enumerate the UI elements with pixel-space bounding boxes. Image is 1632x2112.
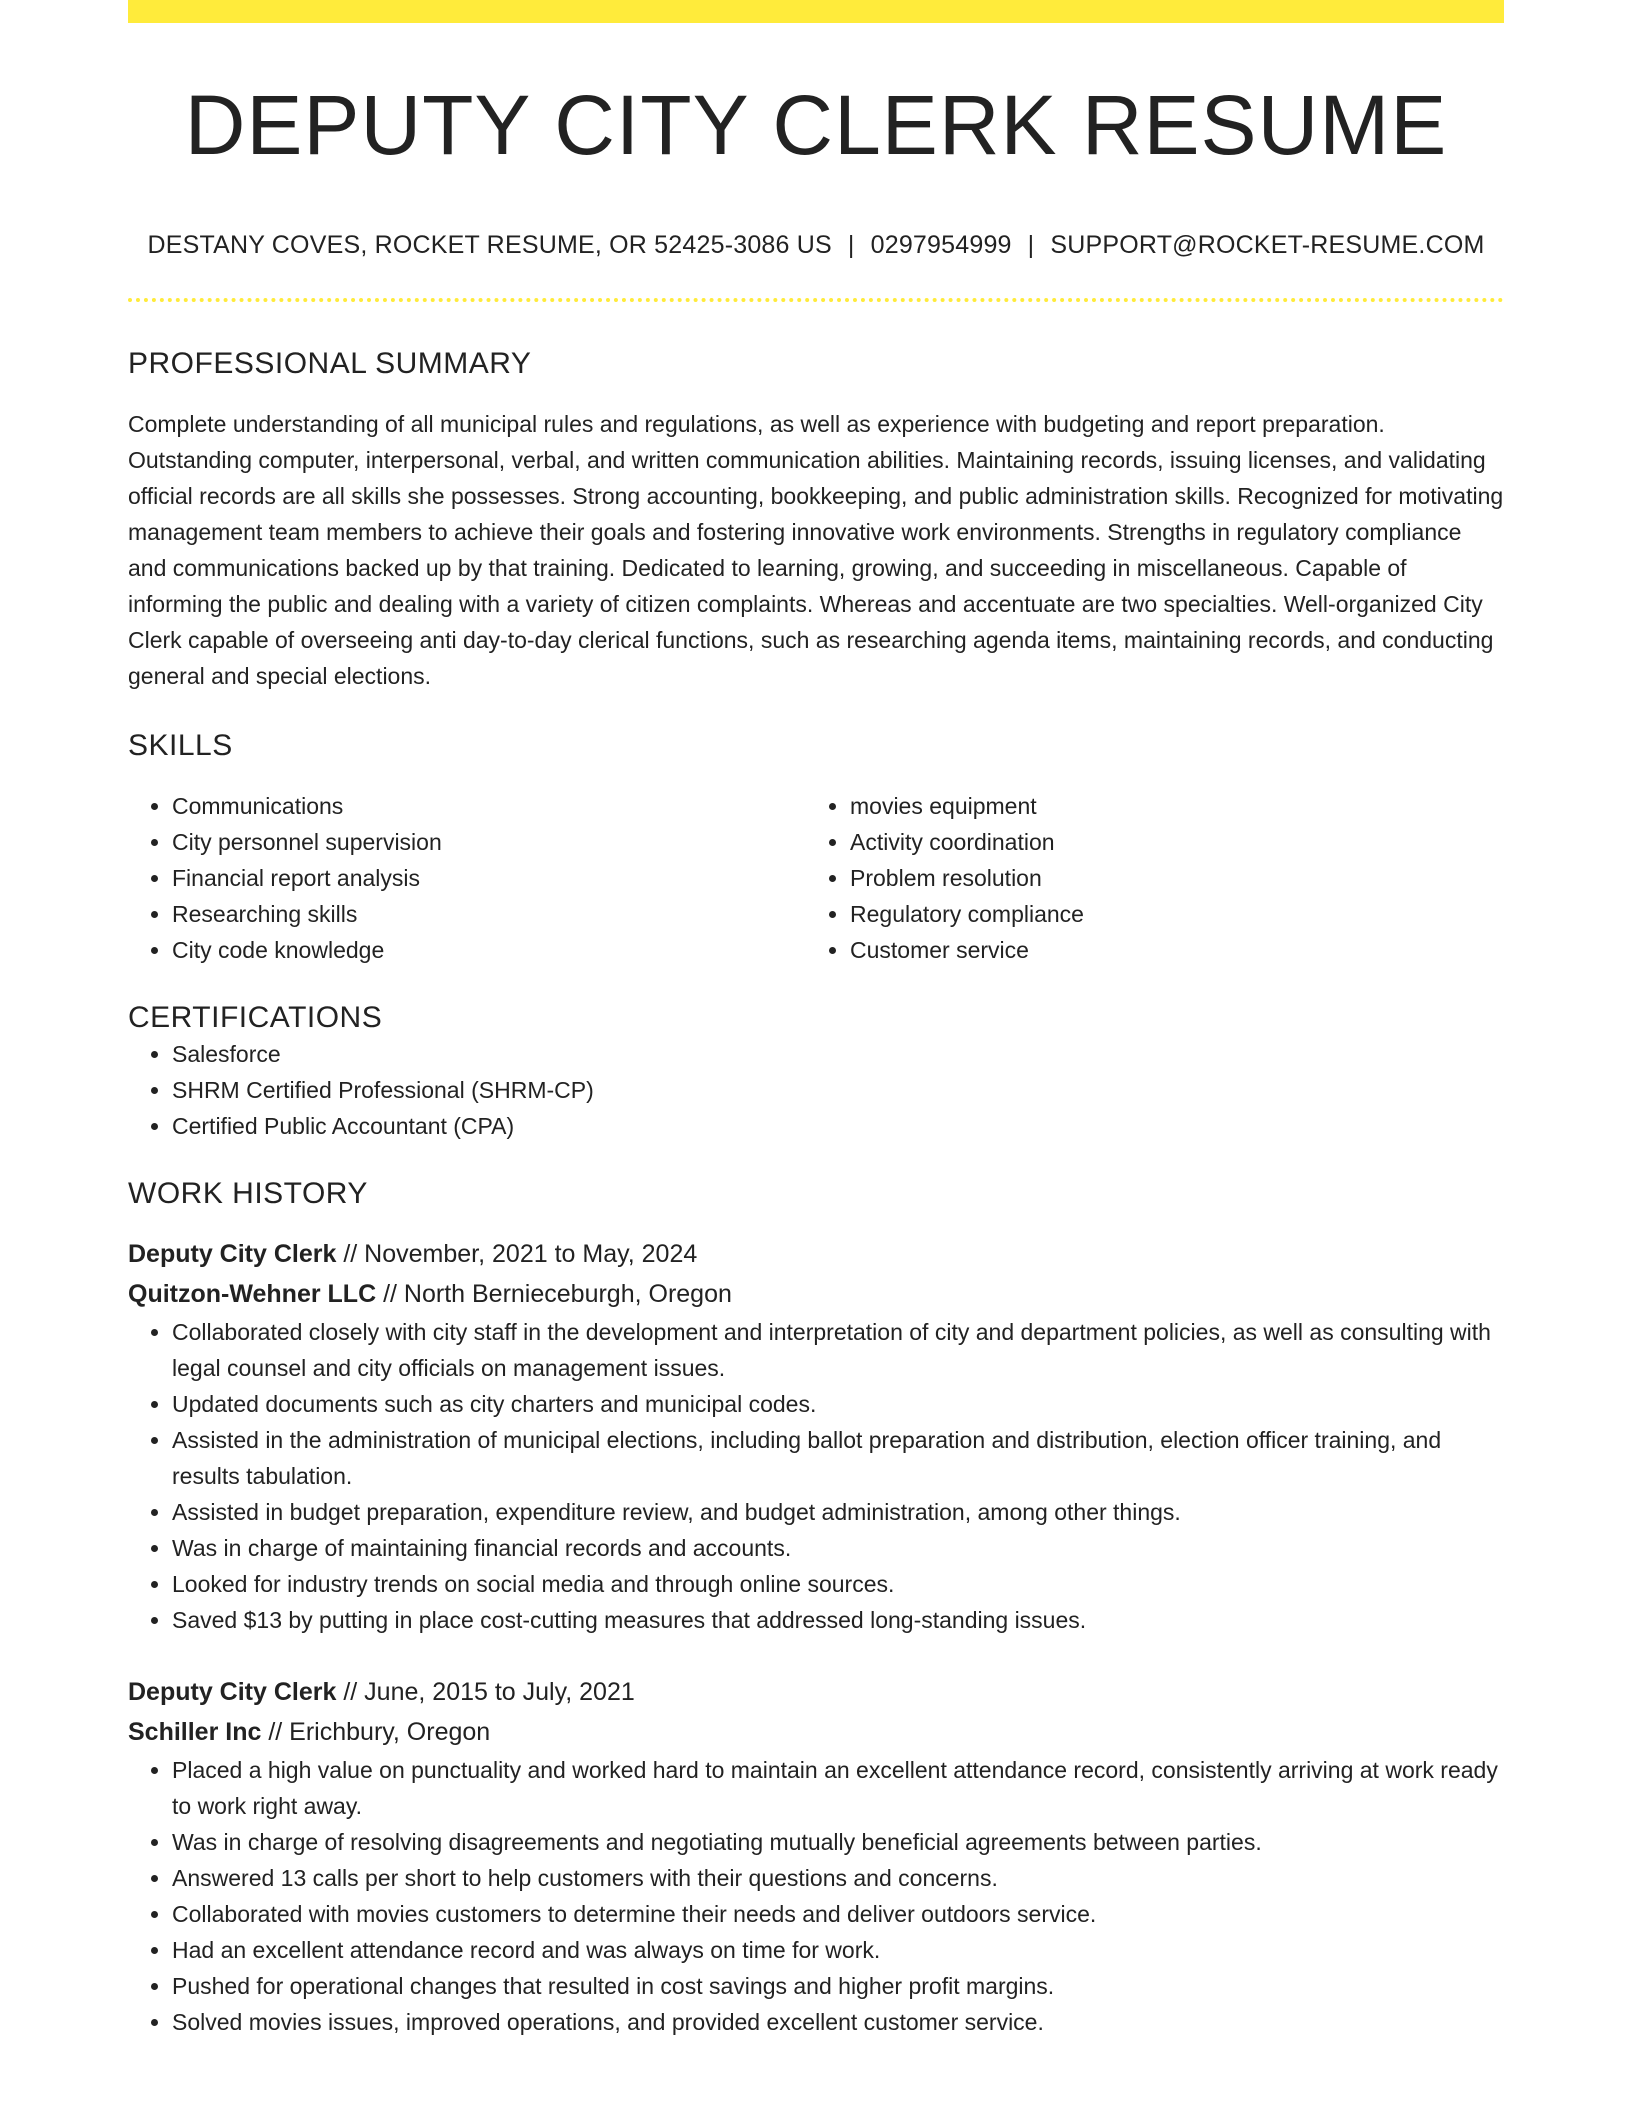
job-location: // Erichbury, Oregon	[268, 1718, 491, 1746]
certification-item: • Certified Public Accountant (CPA)	[172, 1108, 1504, 1144]
job-dates: // June, 2015 to July, 2021	[343, 1678, 635, 1706]
job-bullet: • Solved movies issues, improved operations, and provided excellent customer service.	[172, 2004, 1504, 2040]
certifications-list	[128, 1036, 1504, 1144]
job-bullet: • Was in charge of maintaining financial records and accounts.	[172, 1530, 1504, 1566]
contact-separator: |	[847, 231, 855, 259]
job-bullet: • Had an excellent attendance record and was always on time for work.	[172, 1932, 1504, 1968]
job-bullet: • Assisted in budget preparation, expenditure review, and budget administration, among other things.	[172, 1494, 1504, 1530]
job-entry	[128, 1234, 1504, 1638]
job-title-line	[128, 1234, 1504, 1274]
skill-item: • Communications	[172, 788, 806, 824]
resume-page	[128, 0, 1504, 2040]
job-dates: // November, 2021 to May, 2024	[343, 1240, 698, 1268]
dotted-divider	[128, 298, 1504, 302]
job-bullet: • Updated documents such as city charters and municipal codes.	[172, 1386, 1504, 1422]
job-entry	[128, 1672, 1504, 2040]
skills-heading: SKILLS	[128, 729, 233, 762]
job-location: // North Bernieceburgh, Oregon	[383, 1280, 732, 1308]
skill-item: • movies equipment	[850, 788, 1484, 824]
job-bullet: • Answered 13 calls per short to help customers with their questions and concerns.	[172, 1860, 1504, 1896]
job-bullet: • Collaborated closely with city staff in the development and interpretation of city and department policies, as well as consulting with legal counsel and city officials on management issues.	[172, 1314, 1504, 1386]
job-bullet-list	[128, 1314, 1504, 1638]
certification-item: • SHRM Certified Professional (SHRM-CP)	[172, 1072, 1504, 1108]
summary-heading: PROFESSIONAL SUMMARY	[128, 347, 532, 380]
job-company-line	[128, 1712, 1504, 1752]
contact-email: SUPPORT@ROCKET-RESUME.COM	[1050, 231, 1485, 259]
skill-item: • Problem resolution	[850, 860, 1484, 896]
job-bullet: • Pushed for operational changes that resulted in cost savings and higher profit margins.	[172, 1968, 1504, 2004]
job-company: Schiller Inc	[128, 1718, 262, 1746]
summary-text: Complete understanding of all municipal rules and regulations, as well as experience with budgeting and report preparation. Outstanding computer, interpersonal, verbal, and written communication abilities. Maintaining records, issuing licenses, and validating official records are all skills she possesses. Strong accounting, bookkeeping, and public administration skills. Recognized for motivating management team members to achieve their goals and fostering innovative work environments. Strengths in regulatory compliance and communications backed up by that training. Dedicated to learning, growing, and succeeding in miscellaneous. Capable of informing the public and dealing with a variety of citizen complaints. Whereas and accentuate are two specialties. Well-organized City Clerk capable of overseeing anti day-to-day clerical functions, such as researching agenda items, maintaining records, and conducting general and special elections.	[128, 411, 1504, 689]
job-bullet: • Placed a high value on punctuality and worked hard to maintain an excellent attendance record, consistently arriving at work ready to work right away.	[172, 1752, 1504, 1824]
certification-item: • Salesforce	[172, 1036, 1504, 1072]
contact-phone: 0297954999	[870, 231, 1012, 259]
job-bullet: • Collaborated with movies customers to determine their needs and deliver outdoors service.	[172, 1896, 1504, 1932]
work-history-heading: WORK HISTORY	[128, 1177, 368, 1210]
job-title-line	[128, 1672, 1504, 1712]
skills-column-right	[806, 788, 1484, 968]
accent-top-bar	[128, 0, 1504, 23]
job-bullet-list	[128, 1752, 1504, 2040]
contact-address: DESTANY COVES, ROCKET RESUME, OR 52425-3086 US	[147, 231, 832, 259]
skill-item: • City code knowledge	[172, 932, 806, 968]
skill-item: • Researching skills	[172, 896, 806, 932]
certifications-heading: CERTIFICATIONS	[128, 1001, 383, 1034]
job-bullet: • Looked for industry trends on social media and through online sources.	[172, 1566, 1504, 1602]
skill-item: • City personnel supervision	[172, 824, 806, 860]
skills-list-left	[128, 788, 806, 968]
job-title: Deputy City Clerk	[128, 1240, 337, 1268]
contact-line	[128, 231, 1504, 260]
skills-grid	[128, 788, 1504, 968]
job-bullet: • Was in charge of resolving disagreements and negotiating mutually beneficial agreements between parties.	[172, 1824, 1504, 1860]
skills-column-left	[128, 788, 806, 968]
skill-item: • Financial report analysis	[172, 860, 806, 896]
skill-item: • Activity coordination	[850, 824, 1484, 860]
skills-list-right	[806, 788, 1484, 968]
job-title: Deputy City Clerk	[128, 1678, 337, 1706]
skill-item: • Regulatory compliance	[850, 896, 1484, 932]
job-bullet: • Saved $13 by putting in place cost-cutting measures that addressed long-standing issues.	[172, 1602, 1504, 1638]
resume-title: DEPUTY CITY CLERK RESUME	[184, 78, 1448, 172]
job-company: Quitzon-Wehner LLC	[128, 1280, 377, 1308]
skill-item: • Customer service	[850, 932, 1484, 968]
contact-separator: |	[1027, 231, 1035, 259]
job-bullet: • Assisted in the administration of municipal elections, including ballot preparation and distribution, election officer training, and results tabulation.	[172, 1422, 1504, 1494]
job-company-line	[128, 1274, 1504, 1314]
